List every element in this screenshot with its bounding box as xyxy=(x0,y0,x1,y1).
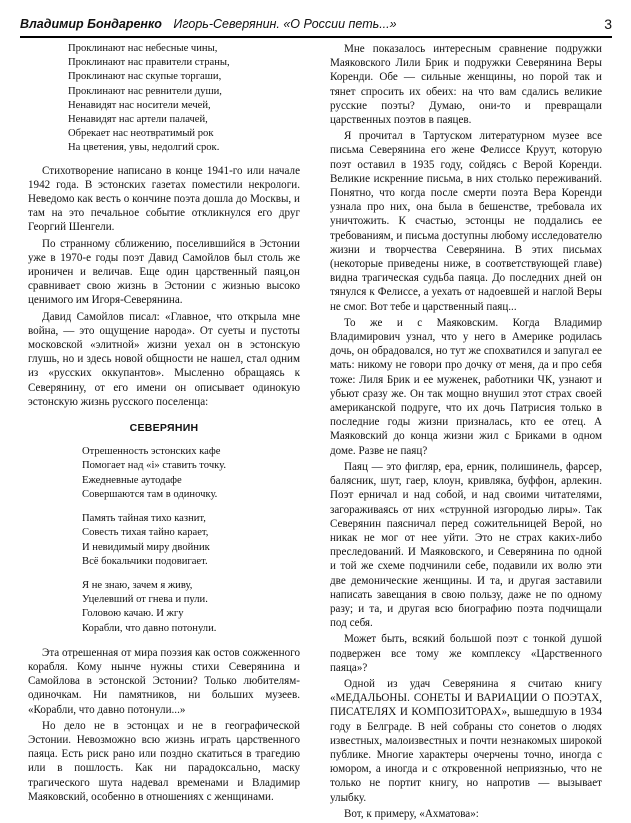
poem-line: Помогает над «i» ставить точку. xyxy=(82,460,227,472)
right-column xyxy=(330,42,602,823)
poem-line: Ежедневные аутодафе xyxy=(82,474,182,486)
paragraph: Я прочитал в Тартуском литературном музее все письма Северянина его жене Фелиссе Круут, которую поэт оставил в 1935 году, сойдясь с Верой Коренди. Великие искренние письма, в них столько переживаний. Понятно, что когда после смерти поэта Вера Коренди узнала про них, она была в бешенстве, требовала их уничтожить. К счастью, эстонцы не поддались ее требованиям, и письма доступны любому исследователю жизни и творчества Северянина. В этих письмах (некоторые приведены ниже, в соответствующей главе) видна трагическая судьба паяца. До последних дней он тянулся к Фелиссе, а уехать от надоевшей и наглой Веры не смог. Вот тебе и царственный паяц... xyxy=(330,130,602,313)
paragraph: Стихотворение написано в конце 1941-го или начале 1942 года. В эстонских газетах поместили некрологи. Неведомо как весть о кончине поэта дошла до Москвы, и там на это печальное событие откликнулся его друг Георгий Шенгели. xyxy=(28,164,300,234)
poem-line: Всё бокальчики подовигает. xyxy=(82,555,208,567)
opening-verse xyxy=(68,42,300,156)
poem-line: Память тайная тихо казнит, xyxy=(82,513,206,525)
left-column xyxy=(28,42,300,806)
poem-line: Я не знаю, зачем я живу, xyxy=(82,579,193,591)
paragraph: Вот, к примеру, «Ахматова»: xyxy=(344,807,479,820)
poem-line: И невидимый миру двойник xyxy=(82,541,210,553)
paragraph: Мне показалось интересным сравнение подружки Маяковского Лили Брик и подружки Северянина Веры Коренди. Обе — сильные женщины, но порой так и тянет спросить их обеих: на что вам сдались великие русские поэты? Думаю, они-то и превращали царственных поэтов в паяцев. xyxy=(330,43,602,127)
running-header xyxy=(20,14,612,38)
paragraph: Одной из удач Северянина я считаю книгу «МЕДАЛЬОНЫ. СОНЕТЫ И ВАРИАЦИИ О ПОЭТАХ, ПИСАТЕЛЯХ И КОМПОЗИТОРАХ», вышедшую в 1934 году в Белграде. В ней собраны сто сонетов о людях известных, малоизвестных и почти незнакомых широкой публике. Многие характеры очерчены точно, иногда с юмором, а иногда и с откровенной неприязнью, что не только не портит книгу, но напротив — вызывает улыбку. xyxy=(330,677,602,804)
poem-stanza xyxy=(82,579,300,636)
paragraph: То же и с Маяковским. Когда Владимир Владимирович узнал, что у него в Америке родилась дочь, он обрадовался, но тут же спохватился и запугал ее мать: никому не говори про дочку от меня, да и про себя тоже: Лиля Брик и ее муженек, работники ЧК, узнают и убьют сразу же. Он так мощно внушил этот страх своей американской подруге, что их дочь Патрисия только в последние годы жизни призналась, кто ее отец. А Маяковский до конца жизни жил с Бриками в одном доме. Разве не паяц? xyxy=(330,316,602,457)
paragraph: Но дело не в эстонцах и не в географической Эстонии. Невозможно всю жизнь играть царственного паяца. Есть риск рано или поздно скатиться в трагедию или в пошлость. Как ни парадоксально, маску трагического шута надевал временами и Владимир Маяковский, особенно в отношениях с женщинами. xyxy=(28,719,300,803)
poem-line: Уцелевший от гнева и пули. xyxy=(82,594,208,606)
paragraph: Эта отрешенная от мира поэзия как остов сожженного корабля. Кому нынче нужны стихи Северянина и Самойлова в эстонской Эстонии? Только любителям-одиночкам. Ни памятников, ни больших музеев. «Корабли, что давно потонули...» xyxy=(28,646,300,716)
verse-line: Ненавидят нас артели палачей, xyxy=(68,114,208,126)
poem-line: Отрешенность эстонских кафе xyxy=(82,446,221,458)
verse-line: Проклинают нас ревнители души, xyxy=(68,85,222,97)
paragraph: Паяц — это фигляр, ера, ерник, полишинель, фарсер, балясник, шут, гаер, клоун, кривляка, буффон, арлекин. Поэт ерничал и над собой, и над своими читателями, загораживаясь от них «струнной изгородью лиры». Так Северянин паясничал перед сожительницей Верой, но никак не мог от нее уйти. Это не страх каких-либо преследований. И Маяковского, и Северянина по одной и той же схеме подчинили себе, подавили их волю эти две демонические женщины. И та, и другая заставили написать завещания в свою пользу, даже не по одному разу; и та, и другая всю биографию поэта подчищали под себя. xyxy=(330,460,602,630)
verse-line: Ненавидят нас носители мечей, xyxy=(68,99,211,111)
poem-title: СЕВЕРЯНИН xyxy=(129,422,199,435)
verse-line: Проклинают нас правители страны, xyxy=(68,57,230,69)
paragraph: По странному сближению, поселившийся в Эстонии уже в 1970-е годы поэт Давид Самойлов был столь же ироничен и величав. Еще один царственный паяц,он сравнивает свою жизнь в Эстонии с жизнью высоко ценимого им Игоря-Северянина. xyxy=(28,237,300,307)
poem-stanza xyxy=(82,445,300,502)
verse-line: На цветения, увы, недолгий срок. xyxy=(68,142,220,154)
poem xyxy=(82,445,300,635)
poem-line: Совершаются там в одиночку. xyxy=(82,488,218,500)
header-author: Владимир Бондаренко xyxy=(20,17,162,31)
poem-line: Корабли, что давно потонули. xyxy=(82,622,217,634)
header-title: Игорь-Северянин. «О России петь...» xyxy=(173,17,397,31)
page-number: 3 xyxy=(604,16,612,32)
verse-line: Проклинают нас скупые торгаши, xyxy=(68,71,222,83)
paragraph: Может быть, всякий большой поэт с тонкой душой подвержен все тому же комплексу «Царственного паяца»? xyxy=(330,633,602,674)
poem-line: Головою качаю. И жгу xyxy=(82,608,184,620)
verse-line: Проклинают нас небесные чины, xyxy=(68,43,218,54)
paragraph: Давид Самойлов писал: «Главное, что открыла мне война, — это ощущение народа». От суеты и пустоты московской «элитной» жизни уехал он в эстонскую глушь, но и здесь новой общности не нашел, стал одним из «русских оккупантов». Мысленно обращаясь к Северянину, от его имени он описывает одинокую эстонскую жизнь русского поселенца: xyxy=(28,310,300,408)
poem-stanza xyxy=(82,512,300,569)
verse-line: Обрекает нас неотвратимый рок xyxy=(68,128,214,140)
poem-line: Совесть тихая тайно карает, xyxy=(82,527,209,539)
